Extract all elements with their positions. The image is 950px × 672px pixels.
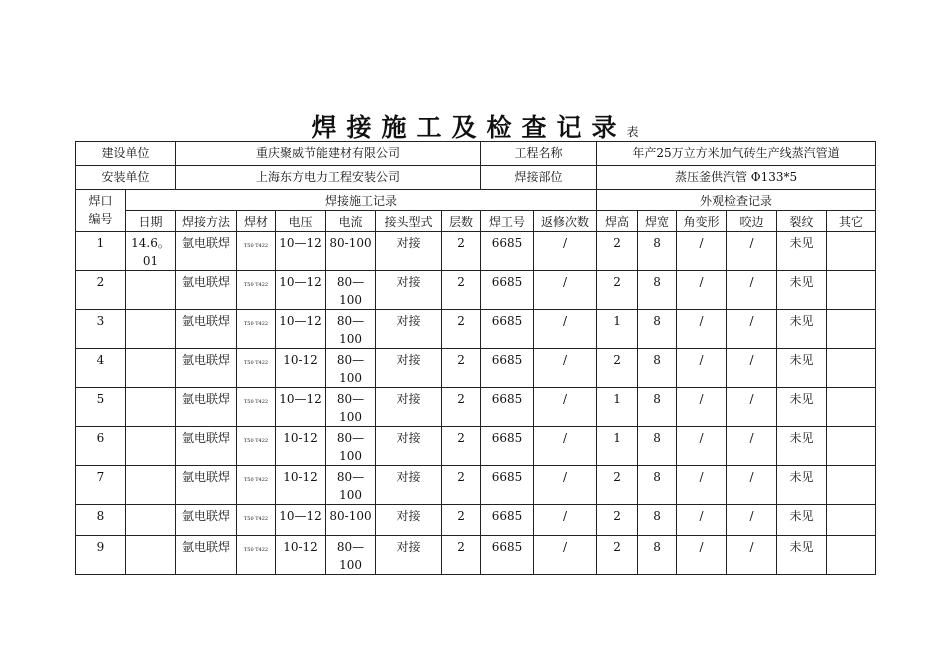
cell-no: 4 (76, 349, 126, 388)
cell-material (237, 505, 276, 536)
weld-location-label: 焊接部位 (481, 166, 597, 190)
cell-date (126, 427, 176, 466)
table-row (76, 310, 876, 349)
document-title-area (0, 108, 950, 144)
table-row (76, 271, 876, 310)
cell-method: 氩电联焊 (176, 349, 237, 388)
cell-height: 2 (597, 466, 638, 505)
cell-crack: 未见 (777, 427, 827, 466)
column-header-row (76, 211, 876, 232)
current-header: 电流 (326, 211, 376, 232)
cell-current: 80— 100 (326, 310, 376, 349)
cell-deformation: / (677, 505, 727, 536)
material-value: T50 T422 (243, 321, 269, 327)
cell-material (237, 388, 276, 427)
cell-crack: 未见 (777, 388, 827, 427)
undercut-header: 咬边 (727, 211, 777, 232)
cell-method: 氩电联焊 (176, 427, 237, 466)
table-row (76, 349, 876, 388)
cell-voltage: 10-12 (276, 536, 326, 575)
material-value: T50 T422 (243, 243, 269, 249)
cell-joint: 对接 (376, 310, 442, 349)
cell-other (827, 427, 876, 466)
cell-repairs: / (534, 427, 597, 466)
cell-width: 8 (638, 271, 677, 310)
cell-undercut: / (727, 349, 777, 388)
cell-height: 1 (597, 388, 638, 427)
cell-deformation: / (677, 427, 727, 466)
cell-other (827, 310, 876, 349)
cell-date (126, 388, 176, 427)
cell-crack: 未见 (777, 505, 827, 536)
cell-width: 8 (638, 505, 677, 536)
cell-height: 1 (597, 310, 638, 349)
cell-repairs: / (534, 232, 597, 271)
weld-location-value: 蒸压釜供汽管 Φ133*5 (597, 166, 876, 190)
cell-undercut: / (727, 466, 777, 505)
cell-joint: 对接 (376, 388, 442, 427)
cell-no: 8 (76, 505, 126, 536)
cell-method: 氩电联焊 (176, 388, 237, 427)
cell-current: 80— 100 (326, 536, 376, 575)
cell-layers: 2 (442, 271, 481, 310)
welding-record-table (75, 141, 876, 575)
build-unit-value: 重庆聚威节能建材有限公司 (176, 142, 481, 166)
cell-deformation: / (677, 310, 727, 349)
cell-welder: 6685 (481, 505, 534, 536)
cell-no: 1 (76, 232, 126, 271)
cell-date (126, 271, 176, 310)
cell-other (827, 349, 876, 388)
cell-method: 氩电联焊 (176, 505, 237, 536)
cell-welder: 6685 (481, 466, 534, 505)
method-header: 焊接方法 (176, 211, 237, 232)
cell-welder: 6685 (481, 271, 534, 310)
cell-repairs: / (534, 271, 597, 310)
cell-welder: 6685 (481, 388, 534, 427)
cell-voltage: 10-12 (276, 466, 326, 505)
cell-date (126, 310, 176, 349)
cell-repairs: / (534, 505, 597, 536)
cell-no: 6 (76, 427, 126, 466)
height-header: 焊高 (597, 211, 638, 232)
table-row (76, 536, 876, 575)
width-header: 焊宽 (638, 211, 677, 232)
cell-height: 2 (597, 536, 638, 575)
cell-repairs: / (534, 466, 597, 505)
document-title-suffix: 表 (626, 125, 639, 139)
cell-width: 8 (638, 388, 677, 427)
cell-date (126, 466, 176, 505)
cell-voltage: 10—12 (276, 232, 326, 271)
cell-no: 9 (76, 536, 126, 575)
cell-method: 氩电联焊 (176, 466, 237, 505)
cell-repairs: / (534, 310, 597, 349)
cell-current: 80— 100 (326, 349, 376, 388)
material-value: T50 T422 (243, 360, 269, 366)
inspection-group-header: 外观检查记录 (597, 190, 876, 211)
cell-material (237, 232, 276, 271)
cell-no: 5 (76, 388, 126, 427)
cell-crack: 未见 (777, 466, 827, 505)
material-header: 焊材 (237, 211, 276, 232)
other-header: 其它 (827, 211, 876, 232)
cell-layers: 2 (442, 388, 481, 427)
cell-crack: 未见 (777, 271, 827, 310)
cell-joint: 对接 (376, 536, 442, 575)
cell-height: 1 (597, 427, 638, 466)
install-unit-value: 上海东方电力工程安装公司 (176, 166, 481, 190)
cell-current: 80— 100 (326, 271, 376, 310)
cell-no: 3 (76, 310, 126, 349)
cell-undercut: / (727, 505, 777, 536)
cell-width: 8 (638, 466, 677, 505)
project-name-label: 工程名称 (481, 142, 597, 166)
cell-date: 14.6。 01 (126, 232, 176, 271)
material-value: T50 T422 (243, 282, 269, 288)
cell-other (827, 271, 876, 310)
cell-repairs: / (534, 349, 597, 388)
cell-welder: 6685 (481, 427, 534, 466)
cell-voltage: 10-12 (276, 349, 326, 388)
cell-crack: 未见 (777, 232, 827, 271)
cell-width: 8 (638, 310, 677, 349)
cell-material (237, 536, 276, 575)
cell-date (126, 505, 176, 536)
cell-joint: 对接 (376, 466, 442, 505)
date-header: 日期 (126, 211, 176, 232)
cell-layers: 2 (442, 349, 481, 388)
cell-voltage: 10—12 (276, 505, 326, 536)
cell-welder: 6685 (481, 536, 534, 575)
cell-method: 氩电联焊 (176, 232, 237, 271)
cell-other (827, 505, 876, 536)
cell-joint: 对接 (376, 232, 442, 271)
cell-width: 8 (638, 536, 677, 575)
cell-joint: 对接 (376, 505, 442, 536)
cell-layers: 2 (442, 232, 481, 271)
cell-width: 8 (638, 427, 677, 466)
weld-no-header: 焊口 编号 (76, 190, 126, 232)
cell-material (237, 271, 276, 310)
cell-welder: 6685 (481, 232, 534, 271)
cell-crack: 未见 (777, 310, 827, 349)
crack-header: 裂纹 (777, 211, 827, 232)
material-value: T50 T422 (243, 399, 269, 405)
cell-undercut: / (727, 271, 777, 310)
cell-layers: 2 (442, 427, 481, 466)
cell-other (827, 466, 876, 505)
material-value: T50 T422 (243, 477, 269, 483)
cell-date (126, 349, 176, 388)
cell-welder: 6685 (481, 310, 534, 349)
cell-height: 2 (597, 232, 638, 271)
group-header-row (76, 190, 876, 211)
cell-material (237, 349, 276, 388)
cell-repairs: / (534, 388, 597, 427)
cell-joint: 对接 (376, 349, 442, 388)
cell-joint: 对接 (376, 427, 442, 466)
cell-joint: 对接 (376, 271, 442, 310)
cell-voltage: 10—12 (276, 310, 326, 349)
cell-undercut: / (727, 427, 777, 466)
info-row-2 (76, 166, 876, 190)
table-row (76, 505, 876, 536)
cell-layers: 2 (442, 505, 481, 536)
document-title: 焊接施工及检查记录 (311, 113, 627, 142)
table-row (76, 232, 876, 271)
layers-header: 层数 (442, 211, 481, 232)
cell-deformation: / (677, 271, 727, 310)
cell-welder: 6685 (481, 349, 534, 388)
table-row (76, 427, 876, 466)
material-value: T50 T422 (243, 547, 269, 553)
cell-method: 氩电联焊 (176, 271, 237, 310)
cell-material (237, 427, 276, 466)
cell-width: 8 (638, 349, 677, 388)
cell-crack: 未见 (777, 536, 827, 575)
material-value: T50 T422 (243, 516, 269, 522)
joint-header: 接头型式 (376, 211, 442, 232)
cell-undercut: / (727, 232, 777, 271)
cell-deformation: / (677, 466, 727, 505)
cell-height: 2 (597, 349, 638, 388)
table-row (76, 466, 876, 505)
cell-voltage: 10-12 (276, 427, 326, 466)
cell-deformation: / (677, 349, 727, 388)
deformation-header: 角变形 (677, 211, 727, 232)
cell-repairs: / (534, 536, 597, 575)
cell-voltage: 10—12 (276, 271, 326, 310)
cell-other (827, 536, 876, 575)
cell-height: 2 (597, 505, 638, 536)
cell-method: 氩电联焊 (176, 310, 237, 349)
cell-material (237, 466, 276, 505)
cell-no: 7 (76, 466, 126, 505)
cell-material (237, 310, 276, 349)
install-unit-label: 安装单位 (76, 166, 176, 190)
cell-date (126, 536, 176, 575)
cell-width: 8 (638, 232, 677, 271)
cell-other (827, 232, 876, 271)
cell-height: 2 (597, 271, 638, 310)
cell-current: 80— 100 (326, 388, 376, 427)
info-row-1 (76, 142, 876, 166)
cell-current: 80— 100 (326, 427, 376, 466)
welder-header: 焊工号 (481, 211, 534, 232)
cell-deformation: / (677, 232, 727, 271)
cell-undercut: / (727, 310, 777, 349)
cell-deformation: / (677, 536, 727, 575)
cell-other (827, 388, 876, 427)
cell-voltage: 10—12 (276, 388, 326, 427)
cell-no: 2 (76, 271, 126, 310)
cell-crack: 未见 (777, 349, 827, 388)
cell-deformation: / (677, 388, 727, 427)
repairs-header: 返修次数 (534, 211, 597, 232)
cell-layers: 2 (442, 536, 481, 575)
project-name-value: 年产25万立方米加气砖生产线蒸汽管道 (597, 142, 876, 166)
build-unit-label: 建设单位 (76, 142, 176, 166)
cell-current: 80— 100 (326, 466, 376, 505)
cell-current: 80-100 (326, 505, 376, 536)
material-value: T50 T422 (243, 438, 269, 444)
construction-group-header: 焊接施工记录 (126, 190, 597, 211)
voltage-header: 电压 (276, 211, 326, 232)
cell-undercut: / (727, 388, 777, 427)
table-row (76, 388, 876, 427)
cell-current: 80-100 (326, 232, 376, 271)
cell-layers: 2 (442, 310, 481, 349)
cell-layers: 2 (442, 466, 481, 505)
cell-method: 氩电联焊 (176, 536, 237, 575)
cell-undercut: / (727, 536, 777, 575)
